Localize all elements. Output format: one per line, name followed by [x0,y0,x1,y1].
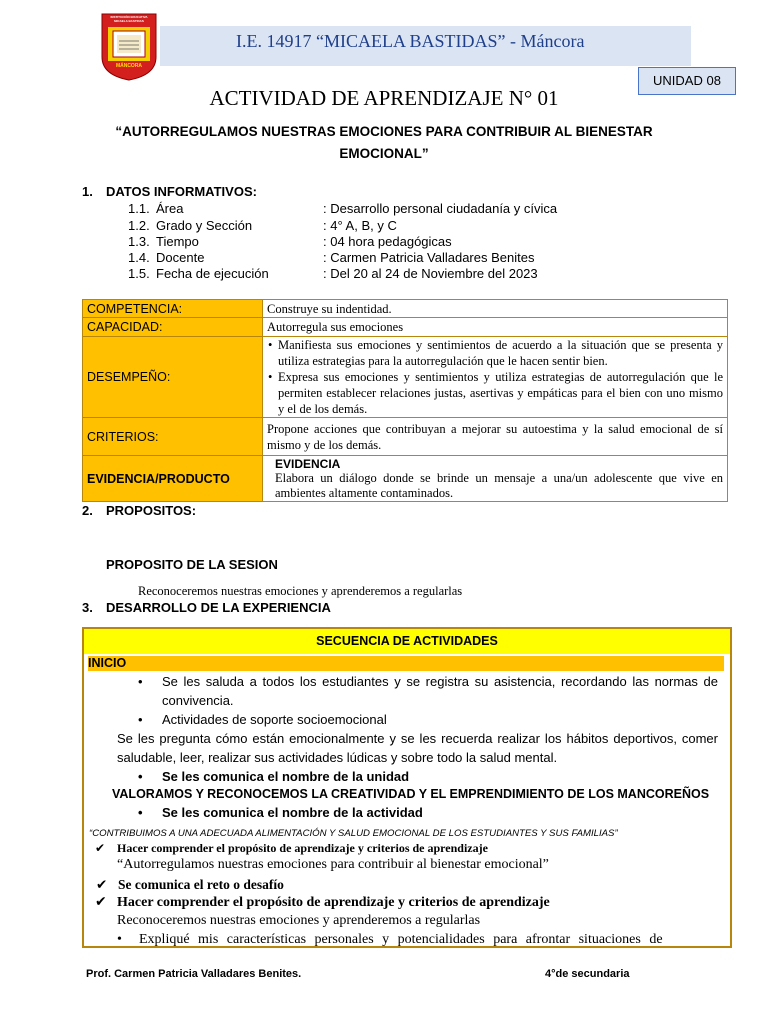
logo-top-text: INSTITUCIÓN EDUCATIVA MICAELA BASTIDAS [110,15,148,23]
capacidad-label: CAPACIDAD: [83,318,263,337]
activity-name: “CONTRIBUIMOS A UNA ADECUADA ALIMENTACIÓN Y SALUD EMOCIONAL DE LOS ESTUDIANTES Y SUS FAMILIAS” [89,828,618,839]
evidencia-heading: EVIDENCIA [275,456,341,471]
quote-purpose: “Autorregulamos nuestras emociones para contribuir al bienestar emocional” [117,857,549,872]
datos-label: Fecha de ejecución [156,266,269,281]
datos-label: Docente [156,250,205,265]
table-row [83,318,728,337]
bullet-dot: • [117,932,122,947]
check-item [95,893,550,912]
checkmark-icon: ✔ [96,877,108,893]
evidencia-cell [263,456,728,502]
bullet-explique [117,931,719,949]
desempeno-label: DESEMPEÑO: [83,337,263,418]
inicio-label: INICIO [88,656,724,671]
bullet-unidad: • Se les comunica el nombre de la unidad [162,767,718,786]
check-item [95,840,488,856]
unit-name: VALORAMOS Y RECONOCEMOS LA CREATIVIDAD Y EL EMPRENDIMIENTO DE LOS MANCOREÑOS [112,787,710,801]
footer-grade: 4°de secundaria [545,968,630,980]
check-item [96,876,284,894]
bullet-actividad: • Se les comunica el nombre de la actividad [162,803,718,822]
paragraph-pregunta: Se les pregunta cómo están emocionalmente y se les recuerda realizar los hábitos deportivos, comer saludable, leer, realizar sus actividades lúdicas y sobre todo la salud mental. [117,731,718,765]
datos-num: 1.3. [128,234,150,249]
datos-num: 1.4. [128,250,150,265]
proposito-sesion-heading: PROPOSITO DE LA SESION [106,557,278,572]
datos-value: : Carmen Patricia Valladares Benites [323,250,535,265]
list-item: • Manifiesta sus emociones y sentimientos de acuerdo a la situación que se presenta y utiliza estrategias para la autorregulación que le hacen sentir bien. [278,337,723,369]
datos-row-tiempo [128,234,452,249]
activity-subtitle: “AUTORREGULAMOS NUESTRAS EMOCIONES PARA CONTRIBUIR AL BIENESTAR EMOCIONAL” [115,124,653,161]
table-row [83,337,728,418]
desempeno-value [263,337,728,418]
desarrollo-heading-text: DESARROLLO DE LA EXPERIENCIA [106,600,331,615]
datos-value: : Del 20 al 24 de Noviembre del 2023 [323,266,538,281]
bullet-explique-text: Expliqué mis características personales y potencialidades para afrontar situaciones de [139,932,663,947]
check-text: Se comunica el reto o desafío [118,877,284,892]
competencia-value: Construye su indentidad. [263,300,728,318]
checkmark-icon: ✔ [95,841,106,855]
criterios-label: CRITERIOS: [83,418,263,456]
table-row [83,456,728,502]
unidad-badge: UNIDAD 08 [638,67,736,95]
datos-label: Tiempo [156,234,199,249]
datos-row-grado [128,218,397,233]
datos-value: : 4° A, B, y C [323,218,397,233]
datos-row-fecha [128,266,538,281]
competencia-table [82,299,728,502]
propositos-heading-text: PROPOSITOS: [106,503,197,518]
check-text: Hacer comprender el propósito de aprendizaje y criterios de aprendizaje [117,841,488,855]
checkmark-icon: ✔ [95,894,107,910]
footer-teacher: Prof. Carmen Patricia Valladares Benites. [86,968,302,980]
datos-label: Área [156,201,184,216]
propositos-heading [82,503,196,518]
propositos-num: 2. [82,503,93,518]
bullet-saludo: • Se les saluda a todos los estudiantes y se registra su asistencia, recordando las normas de convivencia. [162,672,718,710]
datos-label: Grado y Sección [156,218,253,233]
datos-num: 1.5. [128,266,150,281]
datos-row-area [128,201,557,216]
secuencia-title: SECUENCIA DE ACTIVIDADES [84,629,730,654]
criterios-value: Propone acciones que contribuyan a mejorar su autoestima y la salud emocional de sí mismo y de los demás. [263,418,728,456]
table-row [83,418,728,456]
datos-value: : Desarrollo personal ciudadanía y cívica [323,201,558,216]
desarrollo-heading [82,600,331,615]
check-text: Hacer comprender el propósito de aprendizaje y criterios de aprendizaje [117,895,550,910]
datos-value: : 04 hora pedagógicas [323,234,452,249]
logo-bottom-text: MÁNCORA [115,63,143,69]
datos-heading-text: DATOS INFORMATIVOS: [106,184,257,199]
list-item: • Expresa sus emociones y sentimientos y utiliza estrategias de autorregulación que le permiten establecer relaciones justas, asertivas y empáticas para el bien con uno mismo y el de los demás. [278,369,723,417]
datos-row-docente [128,250,534,265]
desarrollo-num: 3. [82,600,93,615]
datos-num: 1.1. [128,201,150,216]
bullet-soporte: • Actividades de soporte socioemocional [162,710,718,729]
school-logo [101,13,157,81]
activity-title: ACTIVIDAD DE APRENDIZAJE N° 01 [209,86,559,110]
datos-heading [82,184,257,199]
competencia-label: COMPETENCIA: [83,300,263,318]
evidencia-label: EVIDENCIA/PRODUCTO [83,456,263,502]
school-name: I.E. 14917 “MICAELA BASTIDAS” - Máncora [236,31,585,51]
table-row [83,300,728,318]
capacidad-value: Autorregula sus emociones [263,318,728,337]
evidencia-value: Elabora un diálogo donde se brinde un mensaje a una/un adolescente que vive en ambientes altamente contaminados. [275,470,723,500]
proposito-sesion-text: Reconoceremos nuestras emociones y aprenderemos a regularlas [138,584,463,598]
datos-num: 1.2. [128,218,150,233]
desempeno-list [267,337,723,417]
datos-heading-num: 1. [82,184,93,199]
text-reconoceremos: Reconoceremos nuestras emociones y aprenderemos a regularlas [117,913,481,928]
